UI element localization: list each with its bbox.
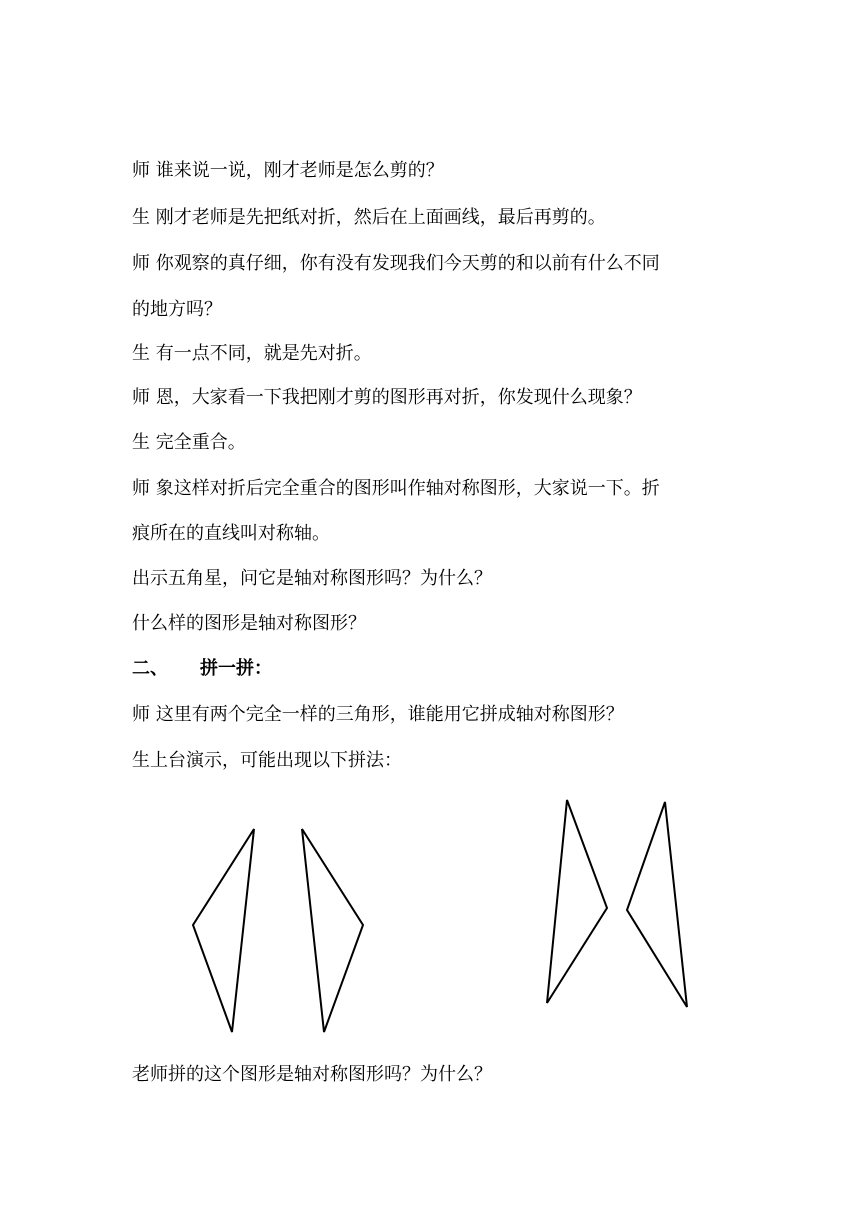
dialogue-line-4: 的地方吗？ xyxy=(132,299,222,320)
section-number: 二、 xyxy=(132,658,168,679)
section-line-2: 生上台演示，可能出现以下拼法： xyxy=(132,750,402,771)
dialogue-line-9: 痕所在的直线叫对称轴。 xyxy=(132,523,330,544)
dialogue-line-10: 出示五角星，问它是轴对称图形吗？为什么？ xyxy=(132,568,492,589)
triangle-arrangement-right xyxy=(535,790,705,1020)
triangle-left-a xyxy=(193,829,254,1032)
section-line-1: 师 这里有两个完全一样的三角形，谁能用它拼成轴对称图形？ xyxy=(132,704,624,725)
dialogue-line-8: 师 象这样对折后完全重合的图形叫作轴对称图形，大家说一下。折 xyxy=(132,478,660,499)
dialogue-line-1: 师 谁来说一说，刚才老师是怎么剪的？ xyxy=(132,160,444,181)
dialogue-line-5: 生 有一点不同，就是先对折。 xyxy=(132,343,372,364)
triangle-left-b xyxy=(302,829,363,1032)
dialogue-line-7: 生 完全重合。 xyxy=(132,432,246,453)
triangle-right-a xyxy=(547,800,607,1003)
dialogue-line-3: 师 你观察的真仔细，你有没有发现我们今天剪的和以前有什么不同 xyxy=(132,253,660,274)
section-title: 拼一拼： xyxy=(200,658,272,679)
triangle-arrangement-left xyxy=(180,815,380,1045)
dialogue-line-11: 什么样的图形是轴对称图形？ xyxy=(132,613,366,634)
section-heading xyxy=(132,657,272,681)
closing-question: 老师拼的这个图形是轴对称图形吗？为什么？ xyxy=(132,1064,492,1085)
dialogue-line-6: 师 恩，大家看一下我把刚才剪的图形再对折，你发现什么现象？ xyxy=(132,387,642,408)
dialogue-line-2: 生 刚才老师是先把纸对折，然后在上面画线，最后再剪的。 xyxy=(132,207,606,228)
triangle-right-b xyxy=(627,802,687,1007)
